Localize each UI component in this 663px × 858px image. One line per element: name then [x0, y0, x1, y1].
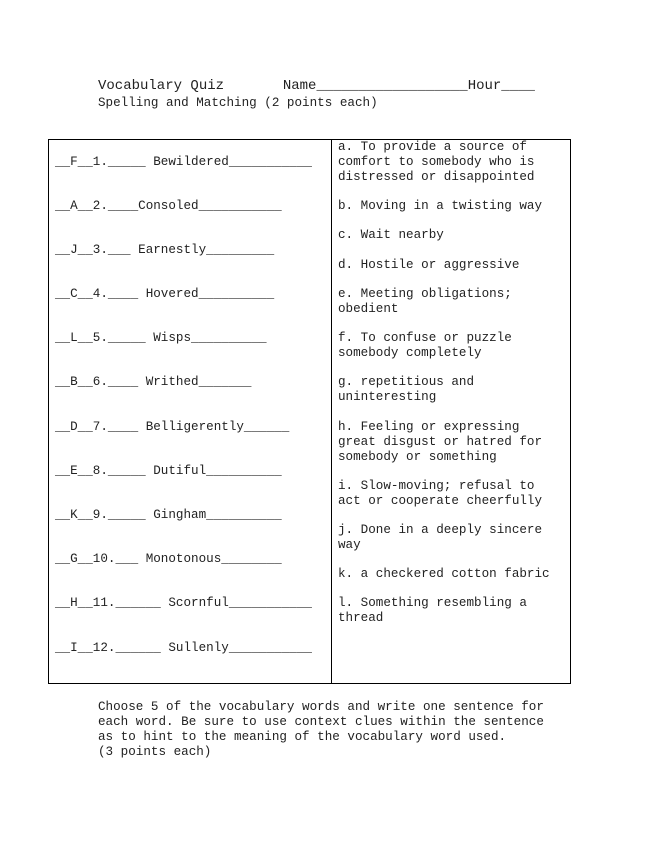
vocab-item-7: __D__7.____ Belligerently______: [55, 420, 290, 434]
quiz-header: [98, 78, 535, 94]
hour-label: Hour: [467, 78, 502, 94]
definition-l: l. Something resembling a thread: [338, 596, 527, 625]
definition-h: h. Feeling or expressing great disgust or hatred for somebody or something: [338, 420, 543, 464]
vocab-item-2: __A__2.____Consoled___________: [55, 199, 282, 213]
vocab-item-11: __H__11.______ Scornful___________: [55, 596, 312, 610]
definition-b: b. Moving in a twisting way: [338, 199, 543, 213]
definition-c: c. Wait nearby: [338, 228, 444, 242]
vocab-item-8: __E__8._____ Dutiful__________: [55, 464, 282, 478]
definition-f: f. To confuse or puzzle somebody completely: [338, 331, 512, 360]
definition-e: e. Meeting obligations; obedient: [338, 287, 512, 316]
vocab-item-10: __G__10.___ Monotonous________: [55, 552, 282, 566]
column-divider: [331, 139, 332, 684]
sentence-instructions: Choose 5 of the vocabulary words and write one sentence for each word. Be sure to use context clues within the sentence as to hint to the meaning of the vocabulary word used. (3 points each): [98, 700, 544, 759]
vocab-item-6: __B__6.____ Writhed_______: [55, 375, 252, 389]
definition-j: j. Done in a deeply sincere way: [338, 523, 543, 552]
definition-k: k. a checkered cotton fabric: [338, 567, 550, 581]
definition-a: a. To provide a source of comfort to somebody who is distressed or disappointed: [338, 140, 535, 184]
definition-d: d. Hostile or aggressive: [338, 258, 520, 272]
vocab-item-12: __I__12.______ Sullenly___________: [55, 641, 312, 655]
name-blank: __________________: [316, 78, 468, 94]
vocab-item-9: __K__9._____ Gingham__________: [55, 508, 282, 522]
vocab-item-1: __F__1._____ Bewildered___________: [55, 155, 312, 169]
vocab-item-3: __J__3.___ Earnestly_________: [55, 243, 275, 257]
hour-blank: ____: [501, 78, 535, 94]
definition-i: i. Slow-moving; refusal to act or cooperate cheerfully: [338, 479, 543, 508]
definition-g: g. repetitious and uninteresting: [338, 375, 475, 404]
quiz-title: Vocabulary Quiz: [98, 78, 225, 94]
quiz-subtitle: Spelling and Matching (2 points each): [98, 96, 378, 110]
vocab-item-5: __L__5._____ Wisps__________: [55, 331, 267, 345]
vocab-item-4: __C__4.____ Hovered__________: [55, 287, 275, 301]
name-label: Name: [282, 78, 317, 94]
